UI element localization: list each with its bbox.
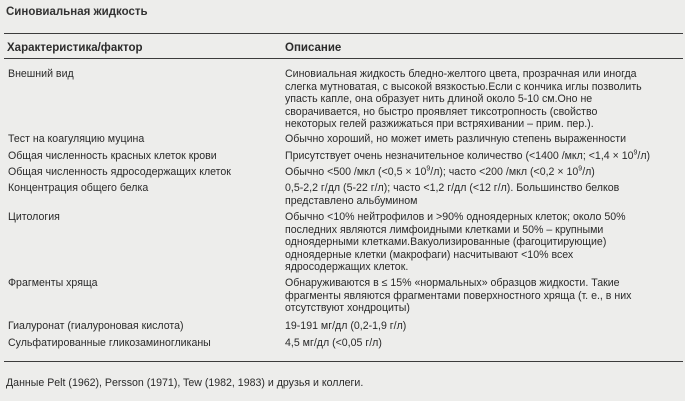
superscript: 9 — [578, 165, 583, 173]
row-factor: Тест на коагуляцию муцина — [8, 133, 145, 145]
row-factor: Сульфатированные гликозаминогликаны — [8, 337, 211, 349]
description-line: последних являются лимфоидными клетками и 50% – крупными — [285, 223, 604, 236]
description-line: фрагменты являются фрагментами поверхностного хряща (т. е., в них — [285, 289, 632, 302]
description-line: одноядерными клетками.Вакуолизированные (фагоцитирующие) — [285, 236, 607, 249]
row-description — [285, 133, 683, 146]
text-part: Присутствует очень незначительное количество (<1400 /мкл; <1,4 × 10 — [285, 150, 634, 162]
description-line: упасть капле, она образует нить длиной около 5-10 см.Оно не — [285, 93, 593, 106]
row-factor: Общая численность красных клеток крови — [8, 150, 217, 162]
description-line: ядросодержащих клеток. — [285, 261, 409, 274]
description-line — [285, 166, 683, 179]
row-description — [285, 211, 683, 274]
description-line — [285, 150, 683, 163]
text-part: /л) — [582, 166, 595, 178]
text-part: /л); часто <200 /мкл (<0,2 × 10 — [430, 166, 579, 178]
column-header-factor: Характеристика/фактор — [7, 42, 143, 54]
description-line: Обнаруживаются в ≤ 15% «нормальных» образцов жидкости. Такие — [285, 277, 620, 289]
description-line: слегка мутноватая, с высокой вязкостью.Если с кончика иглы позволить — [285, 80, 642, 93]
superscript: 9 — [426, 165, 431, 173]
row-factor: Цитология — [8, 211, 60, 223]
description-line: некоторых гелей разжижаться при встряхивании – прим. пер.). — [285, 118, 594, 131]
description-line: 4,5 мг/дл (<0,05 г/л) — [285, 337, 382, 349]
source-footnote: Данные Pelt (1962), Persson (1971), Tew (1982, 1983) и друзья и коллеги. — [6, 377, 364, 389]
row-factor: Концентрация общего белка — [8, 182, 149, 194]
row-factor: Внешний вид — [8, 68, 74, 80]
text-part: Обычно <500 /мкл (<0,5 × 10 — [285, 166, 427, 178]
row-factor: Гиалуронат (гиалуроновая кислота) — [8, 320, 184, 332]
row-description — [285, 182, 683, 207]
description-line: 19-191 мг/дл (0,2-1,9 г/л) — [285, 320, 407, 332]
description-line: Обычно <10% нейтрофилов и >90% одноядерных клеток; около 50% — [285, 211, 626, 223]
row-factor: Фрагменты хряща — [8, 277, 98, 289]
description-line: одноядерные клетки (макрофаги) насчитывают <10% всех — [285, 248, 574, 261]
description-line: отсутствуют хондроциты) — [285, 302, 410, 315]
row-description — [285, 320, 683, 333]
row-description — [285, 337, 683, 350]
row-description — [285, 166, 683, 179]
description-line: Синовиальная жидкость бледно-желтого цвета, прозрачная или иногда — [285, 68, 637, 80]
row-description — [285, 150, 683, 163]
top-rule — [4, 33, 683, 34]
superscript: 9 — [633, 149, 638, 157]
row-factor: Общая численность ядросодержащих клеток — [8, 166, 231, 178]
description-line: представлено альбумином — [285, 194, 418, 207]
table-title: Синовиальная жидкость — [6, 6, 148, 18]
row-description — [285, 68, 683, 131]
column-header-description: Описание — [285, 42, 342, 54]
description-line: 0,5-2,2 г/дл (5-22 г/л); часто <1,2 г/дл (<12 г/л). Большинство белков — [285, 182, 620, 194]
description-line: сворачивается, но быстро проявляет тиксотропность (свойство — [285, 105, 598, 118]
bottom-rule — [4, 361, 683, 362]
header-rule — [4, 58, 683, 59]
text-part: /л) — [637, 150, 651, 162]
description-line: Обычно хороший, но может иметь различную степень выраженности — [285, 133, 627, 145]
row-description — [285, 277, 683, 315]
